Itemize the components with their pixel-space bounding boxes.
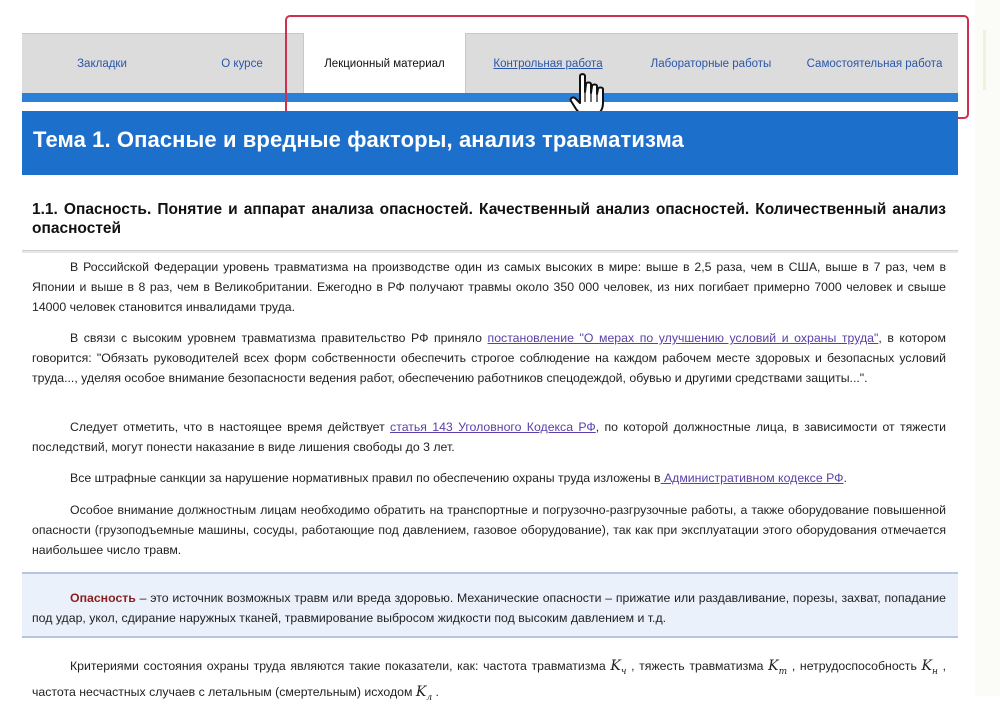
paragraph-injury-stats bbox=[32, 257, 946, 317]
definition-box bbox=[22, 572, 958, 638]
section-title: 1.1. Опасность. Понятие и аппарат анализа опасностей. Качественный анализ опасностей. Количественный анализ опасностей bbox=[32, 200, 946, 237]
tab-label: Лабораторные работы bbox=[650, 58, 772, 70]
paragraph-text: , частота несчастных случаев с летальным (смертельным) исходом bbox=[32, 659, 946, 699]
topic-banner bbox=[22, 111, 958, 175]
paragraph-text: , тяжесть травматизма bbox=[626, 659, 769, 673]
paragraph-text: В Российской Федерации уровень травматизма на производстве один из самых высоких в мире: выше в 2,5 раза, чем в США, выше в 7 раз, чем в Японии и выше в 8 раз, чем в Великобритании. Ежегодно в РФ получают травмы около 350 000 человек, из них погибает примерно 7000 человек и свыше 14000 человек становится инвалидами труда. bbox=[32, 260, 946, 314]
paragraph-text: . bbox=[432, 684, 439, 699]
topic-title: Тема 1. Опасные и вредные факторы, анализ травматизма bbox=[33, 127, 684, 152]
highlight-frame bbox=[285, 15, 969, 119]
paragraph-criminal-code bbox=[32, 417, 946, 457]
section-divider bbox=[22, 250, 958, 253]
tab-label: Самостоятельная работа bbox=[806, 58, 943, 70]
formula-k-n: $K_н$ bbox=[921, 658, 938, 677]
paragraph-text: В связи с высоким уровнем травматизма правительство РФ приняло bbox=[70, 331, 488, 345]
paragraph-administrative-code bbox=[32, 468, 946, 488]
tab-label: Контрольная работа bbox=[493, 58, 603, 70]
paragraph-criteria bbox=[32, 656, 946, 708]
definition-term: Опасность bbox=[70, 591, 136, 605]
tab-bookmarks[interactable] bbox=[22, 34, 182, 94]
formula-k-l: $K_л$ bbox=[415, 683, 433, 703]
edge-mark bbox=[983, 30, 986, 90]
paragraph-special-attention bbox=[32, 500, 946, 560]
definition-paragraph bbox=[32, 588, 946, 628]
paragraph-text: Все штрафные санкции за нарушение нормативных правил по обеспечению охраны труда изложены в bbox=[70, 471, 661, 485]
paragraph-text: , нетрудоспособность bbox=[787, 659, 922, 673]
tab-label: Лекционный материал bbox=[324, 57, 445, 70]
decree-link[interactable]: постановление "О мерах по улучшению условий и охраны труда" bbox=[487, 331, 879, 345]
window-edge bbox=[975, 0, 1000, 696]
tab-label: Закладки bbox=[77, 58, 127, 70]
paragraph-text: . bbox=[843, 471, 847, 485]
paragraph-text: , по которой должностные лица, в зависимости от тяжести последствий, могут понести наказание в виде лишения свободы до 3 лет. bbox=[32, 420, 947, 454]
definition-text: – это источник возможных травм или вреда здоровью. Механические опасности – прижатие или раздавливание, порезы, захват, попадание под удар, укол, сдирание наружных тканей, травмирование выбросом жидкости под высоким давлением и т.д. bbox=[32, 591, 946, 625]
paragraph-text: Следует отметить, что в настоящее время действует bbox=[70, 420, 391, 434]
paragraph-text: , в котором говорится: "Обязать руководителей всех форм собственности обеспечить строгое соблюдение на каждом рабочем месте здоровых и безопасных условий труда..., уделяя особое внимание безопасности ведения работ, обеспечению работников спецодеждой, обувью и другими средствами защиты...". bbox=[32, 331, 946, 385]
tab-label: О курсе bbox=[221, 58, 263, 70]
formula-k-t: $K_m$ bbox=[768, 658, 788, 677]
tab-about-course[interactable] bbox=[182, 34, 302, 94]
paragraph-government-decree bbox=[32, 328, 946, 388]
administrative-code-link[interactable]: Административном кодексе РФ bbox=[660, 471, 844, 485]
paragraph-text: Критериями состояния охраны труда являются такие показатели, как: частота травматизма bbox=[70, 659, 611, 673]
formula-k-ch: $K_ч$ bbox=[610, 658, 627, 677]
criminal-code-link[interactable]: статья 143 Уголовного Кодекса РФ bbox=[390, 420, 596, 434]
paragraph-text: Особое внимание должностным лицам необходимо обратить на транспортные и погрузочно-разгрузочные работы, а также оборудование повышенной опасности (грузоподъемные машины, сосуды, работающие под давлением, газовое оборудование), так как при эксплуатации этого оборудования отмечается наибольшее число травм. bbox=[32, 503, 946, 557]
